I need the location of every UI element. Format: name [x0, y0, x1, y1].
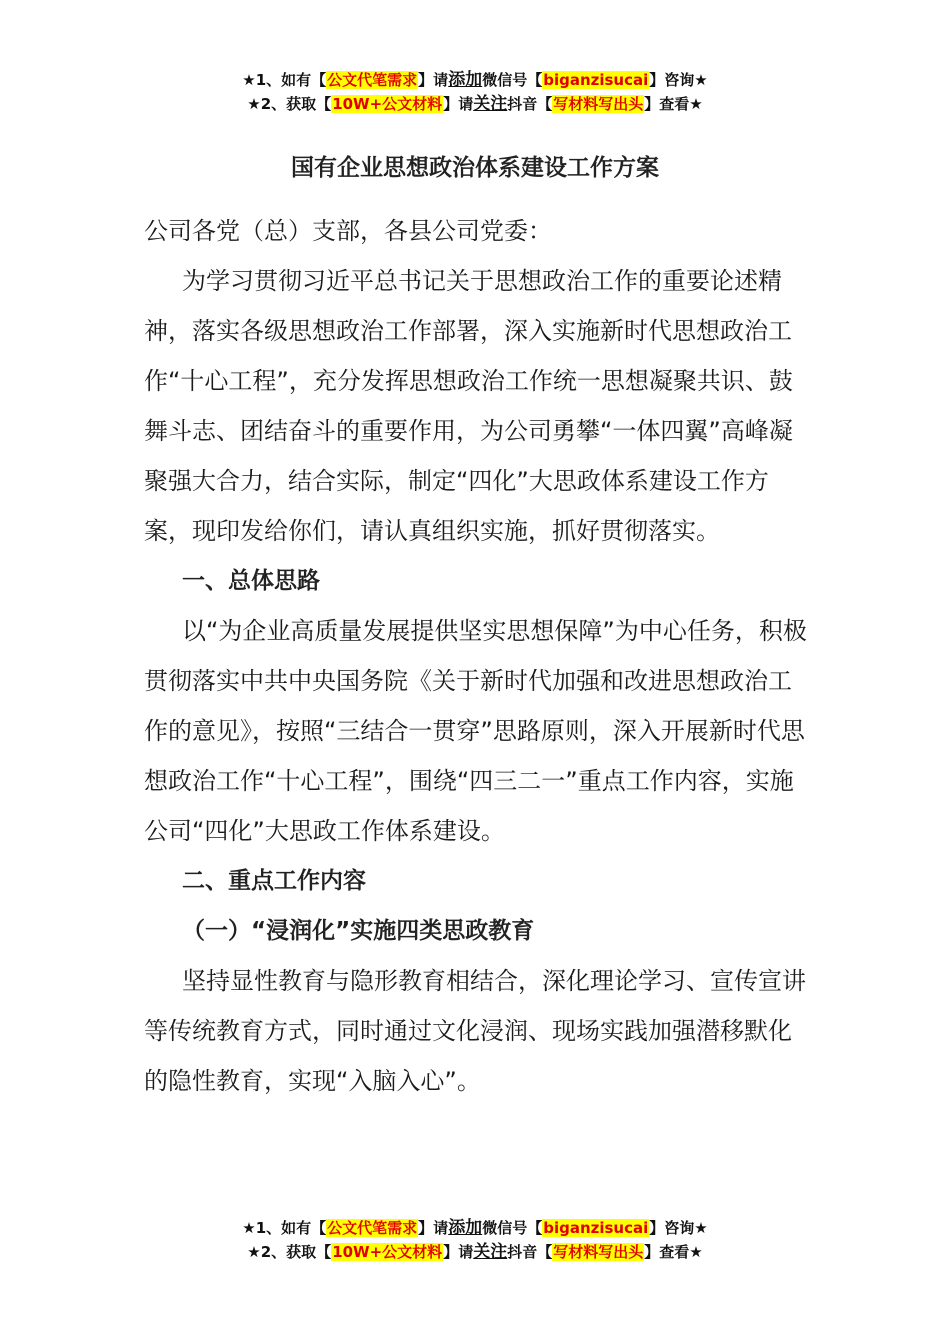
promo-highlight: biganzisucai — [543, 1219, 649, 1237]
promo-underline: 关注 — [473, 94, 508, 114]
promo-underline: 添加 — [448, 70, 483, 90]
section-2-heading: 二、重点工作内容 — [182, 868, 366, 894]
promo-highlight: biganzisucai — [543, 71, 649, 89]
promo-highlight: 10W+公文材料 — [332, 95, 443, 113]
promo-line-1: ★1、如有【公文代笔需求】请添加微信号【biganzisucai】咨询★ — [242, 1218, 708, 1238]
promo-underline: 添加 — [448, 1218, 483, 1238]
promo-underline: 关注 — [473, 1242, 508, 1262]
promo-highlight: 公文代笔需求 — [327, 1219, 418, 1237]
bottom-promo-banner — [0, 1216, 950, 1264]
salutation: 公司各党（总）支部，各县公司党委： — [144, 217, 552, 245]
promo-highlight: 10W+公文材料 — [332, 1243, 443, 1261]
promo-line-2: ★2、获取【10W+公文材料】请关注抖音【写材料写出头】查看★ — [247, 94, 703, 114]
document-title: 国有企业思想政治体系建设工作方案 — [291, 155, 659, 181]
promo-line-2: ★2、获取【10W+公文材料】请关注抖音【写材料写出头】查看★ — [247, 1242, 703, 1262]
promo-highlight: 公文代笔需求 — [327, 71, 418, 89]
section-1-paragraph: 以“为企业高质量发展提供坚实思想保障”为中心任务，积极贯彻落实中共中央国务院《关于新时代加强和改进思想政治工作的意见》，按照“三结合一贯穿”思路原则，深入开展新时代思想政治工作“十心工程”，围绕“四三二一”重点工作内容，实施公司“四化”大思政工作体系建设。 — [144, 617, 807, 845]
promo-highlight: 写材料写出头 — [553, 95, 644, 113]
intro-paragraph: 为学习贯彻习近平总书记关于思想政治工作的重要论述精神，落实各级思想政治工作部署，深入实施新时代思想政治工作“十心工程”，充分发挥思想政治工作统一思想凝聚共识、鼓舞斗志、团结奋斗的重要作用，为公司勇攀“一体四翼”高峰凝聚强大合力，结合实际，制定“四化”大思政体系建设工作方案，现印发给你们，请认真组织实施，抓好贯彻落实。 — [144, 267, 793, 545]
top-promo-banner — [0, 68, 950, 116]
promo-line-1: ★1、如有【公文代笔需求】请添加微信号【biganzisucai】咨询★ — [242, 70, 708, 90]
section-1-heading: 一、总体思路 — [182, 568, 320, 594]
promo-highlight: 写材料写出头 — [553, 1243, 644, 1261]
section-2-subheading-1: （一）“浸润化”实施四类思政教育 — [182, 918, 535, 944]
section-2-sub-1-paragraph: 坚持显性教育与隐形教育相结合，深化理论学习、宣传宣讲等传统教育方式，同时通过文化浸润、现场实践加强潜移默化的隐性教育，实现“入脑入心”。 — [144, 967, 806, 1095]
document-body — [144, 206, 814, 1106]
